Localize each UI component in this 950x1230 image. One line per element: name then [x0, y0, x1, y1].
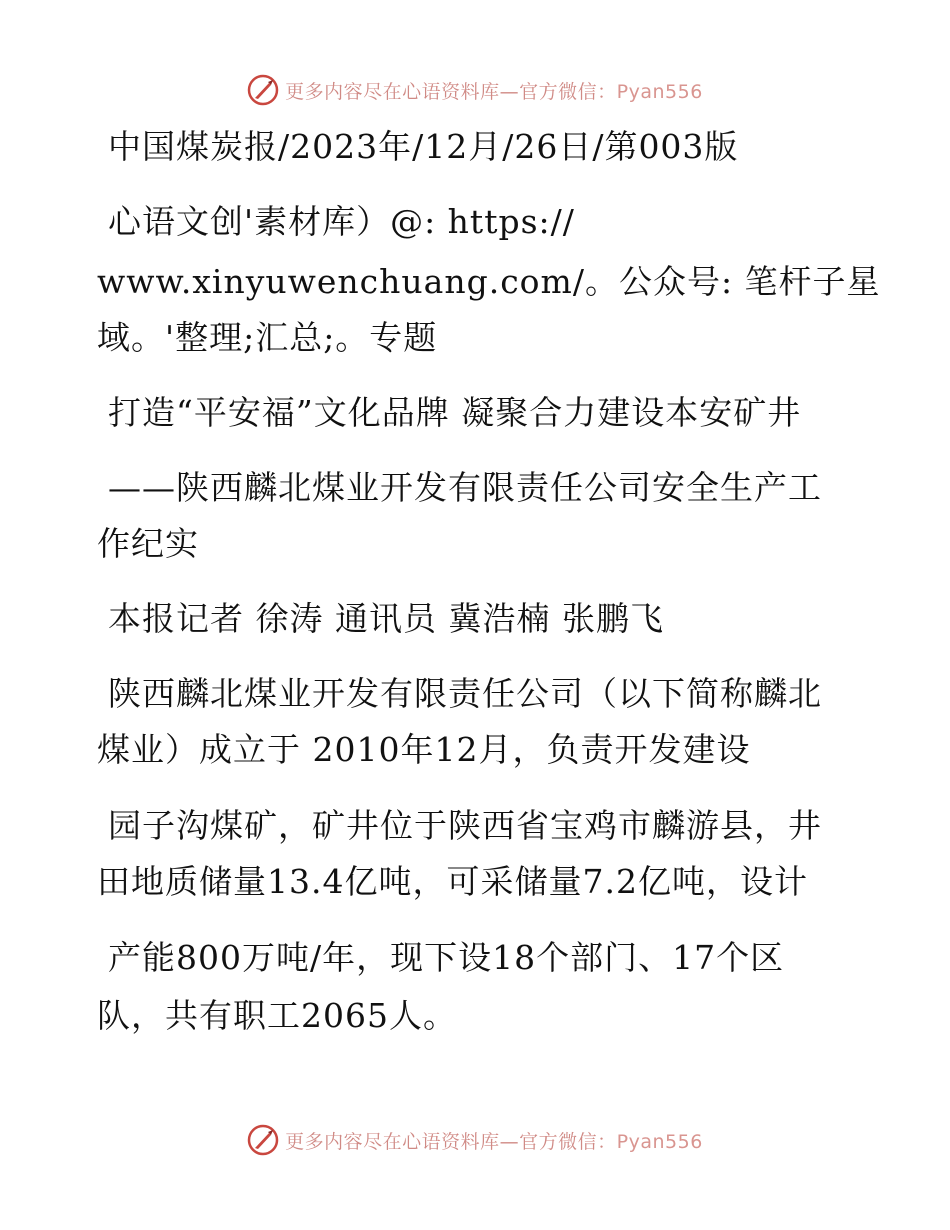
quill-logo-icon: [247, 1124, 279, 1156]
text-line: www.xinyuwenchuang.com/。公众号: 笔杆子星: [97, 262, 881, 301]
quill-logo-icon: [247, 74, 279, 106]
text-line: 域。'整理;汇总;。专题: [97, 318, 438, 357]
paragraph-line: 煤业）成立于 2010年12月，负责开发建设: [97, 730, 751, 769]
article-title: 打造“平安福”文化品牌 凝聚合力建设本安矿井: [108, 393, 802, 432]
paragraph-line: 队，共有职工2065人。: [97, 996, 457, 1035]
watermark-header: [0, 70, 950, 110]
paragraph-line: 陕西麟北煤业开发有限责任公司（以下简称麟北: [108, 674, 822, 713]
watermark-text: 更多内容尽在心语资料库—官方微信：Pyan556: [285, 80, 703, 103]
article-subtitle: 作纪实: [97, 524, 199, 563]
paragraph-line: 产能800万吨/年，现下设18个部门、17个区: [108, 938, 785, 977]
article-subtitle: ——陕西麟北煤业开发有限责任公司安全生产工: [108, 468, 822, 507]
text-line: 心语文创'素材库）@: https://: [108, 202, 575, 241]
paragraph-line: 园子沟煤矿，矿井位于陕西省宝鸡市麟游县，井: [108, 806, 822, 845]
source-line: 中国煤炭报/2023年/12月/26日/第003版: [108, 127, 739, 166]
watermark-footer: [0, 1120, 950, 1160]
watermark-text: 更多内容尽在心语资料库—官方微信：Pyan556: [285, 1130, 703, 1153]
paragraph-line: 田地质储量13.4亿吨，可采储量7.2亿吨，设计: [97, 862, 808, 901]
byline: 本报记者 徐涛 通讯员 冀浩楠 张鹏飞: [108, 599, 664, 638]
